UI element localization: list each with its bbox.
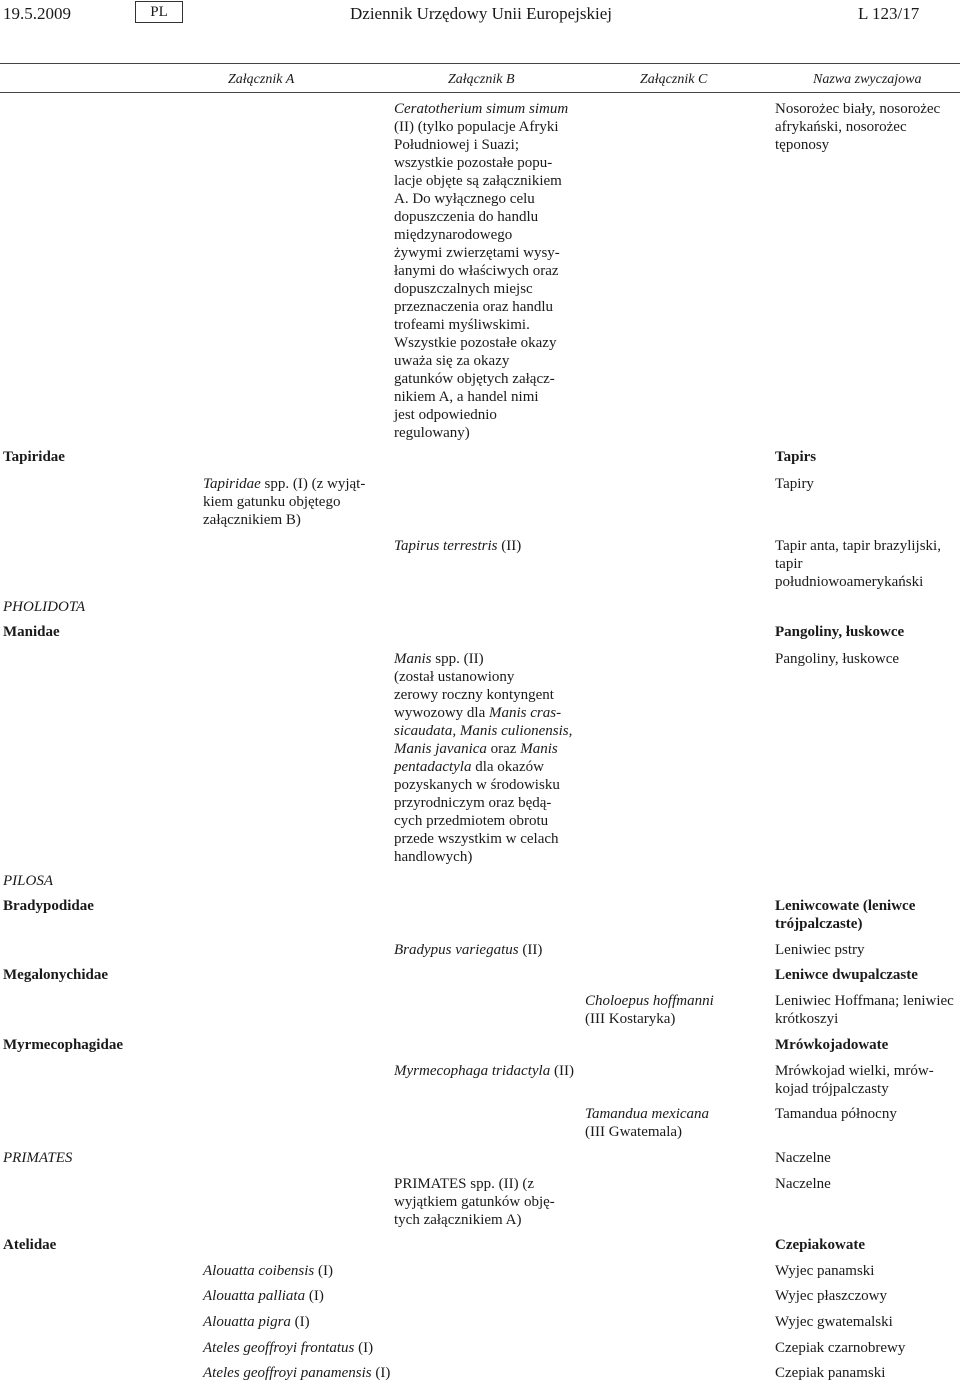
annex-b-entry-line: tych załącznikiem A) bbox=[394, 1212, 522, 1228]
annex-a-entry-line bbox=[203, 475, 365, 493]
annex-b-entry bbox=[394, 941, 542, 959]
annex-b-entry-line: trofeami myśliwskimi. bbox=[394, 317, 530, 333]
common-name: Mrówkojadowate bbox=[775, 1037, 889, 1053]
journal-title: Dziennik Urzędowy Unii Europejskiej bbox=[350, 4, 613, 23]
common-name: Tamandua północny bbox=[775, 1106, 897, 1122]
annex-b-entry-line: międzynarodowego bbox=[394, 227, 513, 243]
listing-code: (II) bbox=[518, 942, 543, 958]
annex-b-entry-line: regulowany) bbox=[394, 425, 470, 441]
common-name: Tapiry bbox=[775, 476, 814, 492]
common-name-line: południowoamerykański bbox=[775, 574, 924, 590]
annex-b-entry-line: gatunków objętych załącz- bbox=[394, 371, 555, 387]
taxon-name: Myrmecophaga tridactyla bbox=[394, 1063, 551, 1079]
common-name: Czepiak czarnobrewy bbox=[775, 1340, 906, 1356]
listing-code: (I) bbox=[354, 1340, 374, 1356]
column-header-annex-b: Załącznik B bbox=[448, 72, 515, 87]
common-name-line: krótkoszyi bbox=[775, 1011, 839, 1027]
annex-b-entry-line: cych przedmiotem obrotu bbox=[394, 813, 549, 829]
common-name: Naczelne bbox=[775, 1176, 831, 1192]
annex-a-entry bbox=[203, 1262, 333, 1280]
common-name: Wyjec płaszczowy bbox=[775, 1288, 887, 1304]
annex-b-entry-line: Wszystkie pozostałe okazy bbox=[394, 335, 557, 351]
annex-b-entry-line: PRIMATES spp. (II) (z bbox=[394, 1176, 534, 1192]
annex-b-entry bbox=[394, 537, 521, 555]
annex-b-entry-line bbox=[394, 758, 544, 776]
annex-b-entry-line: żywymi zwierzętami wysy- bbox=[394, 245, 560, 261]
common-name-line: kojad trójpalczasty bbox=[775, 1081, 889, 1097]
family-name: Myrmecophagidae bbox=[3, 1037, 123, 1053]
common-name: Wyjec panamski bbox=[775, 1263, 875, 1279]
taxon-name: Alouatta coibensis bbox=[203, 1263, 315, 1279]
annex-b-entry-line: nikiem A, a handel nimi bbox=[394, 389, 539, 405]
common-name: Pangoliny, łuskowce bbox=[775, 624, 905, 640]
common-name: Tapirs bbox=[775, 449, 817, 465]
page-number: L 123/17 bbox=[858, 4, 920, 23]
common-name-line: trójpalczaste) bbox=[775, 916, 863, 932]
annex-b-entry-line: (II) (tylko populacje Afryki bbox=[394, 119, 559, 135]
language-badge: PL bbox=[135, 1, 183, 23]
annex-a-entry-line: załącznikiem B) bbox=[203, 512, 301, 528]
annex-b-entry-text: spp. (II) bbox=[431, 651, 484, 667]
annex-a-entry bbox=[203, 1287, 324, 1305]
column-header-common-name: Nazwa zwyczajowa bbox=[813, 72, 922, 87]
common-name: Pangoliny, łuskowce bbox=[775, 651, 900, 667]
annex-b-entry bbox=[394, 1062, 574, 1080]
annex-b-entry-line: przede wszystkim w celach bbox=[394, 831, 559, 847]
taxon-name: Tapiridae bbox=[203, 476, 261, 492]
annex-b-entry-line: zerowy roczny kontyngent bbox=[394, 687, 554, 703]
annex-a-entry-text: spp. (I) (z wyjąt- bbox=[260, 476, 366, 492]
taxon-name: Tapirus terrestris bbox=[394, 538, 498, 554]
issue-date: 19.5.2009 bbox=[3, 4, 71, 23]
page-header bbox=[0, 0, 960, 26]
annex-c-entry-line: Choloepus hoffmanni bbox=[585, 993, 714, 1009]
family-name: Atelidae bbox=[3, 1237, 57, 1253]
annex-b-entry-line: sicaudata, Manis culionensis, bbox=[394, 723, 573, 739]
annex-b-entry-line: przyrodniczym oraz będą- bbox=[394, 795, 552, 811]
common-name-line: Mrówkojad wielki, mrów- bbox=[775, 1063, 934, 1079]
taxon-name: Manis bbox=[520, 741, 558, 757]
common-name: Czepiakowate bbox=[775, 1237, 865, 1253]
common-name: Czepiak panamski bbox=[775, 1365, 886, 1381]
common-name-line: Leniwiec Hoffmana; leniwiec bbox=[775, 993, 954, 1009]
common-name-line: tapir bbox=[775, 556, 803, 572]
annex-b-entry-line bbox=[394, 740, 558, 758]
common-name: Leniwce dwupalczaste bbox=[775, 967, 918, 983]
annex-c-entry-line: (III Kostaryka) bbox=[585, 1011, 676, 1027]
common-name-line: Tapir anta, tapir brazylijski, bbox=[775, 538, 941, 554]
order-name: PILOSA bbox=[3, 873, 53, 889]
family-name: Manidae bbox=[3, 624, 60, 640]
taxon-name: Manis cras- bbox=[488, 705, 562, 721]
listing-code: (I) bbox=[371, 1365, 391, 1381]
annex-b-entry-line: pozyskanych w środowisku bbox=[394, 777, 560, 793]
annex-b-entry-line: dopuszczalnych miejsc bbox=[394, 281, 533, 297]
column-header-annex-c: Załącznik C bbox=[640, 72, 708, 87]
annex-c-entry-line: Tamandua mexicana bbox=[585, 1106, 710, 1122]
listing-code: (I) bbox=[290, 1314, 310, 1330]
annex-c-entry-line: (III Gwatemala) bbox=[585, 1124, 683, 1140]
annex-b-entry-line: A. Do wyłącznego celu bbox=[394, 191, 535, 207]
annex-b-entry-line: dopuszczenia do handlu bbox=[394, 209, 539, 225]
taxon-name: Bradypus variegatus bbox=[394, 942, 519, 958]
annex-b-entry-line: (został ustanowiony bbox=[394, 669, 515, 685]
order-name: PRIMATES bbox=[3, 1150, 73, 1166]
listing-code: (I) bbox=[314, 1263, 333, 1279]
listing-code: (II) bbox=[550, 1063, 574, 1079]
annex-b-entry-line bbox=[394, 704, 561, 722]
annex-b-entry-line: Ceratotherium simum simum bbox=[394, 101, 569, 117]
annex-b-entry-line: uważa się za okazy bbox=[394, 353, 510, 369]
annex-b-entry-text: dla okazów bbox=[471, 759, 544, 775]
annex-b-entry-line: lacje objęte są załącznikiem bbox=[394, 173, 562, 189]
annex-a-entry bbox=[203, 1339, 373, 1357]
taxon-name: Alouatta palliata bbox=[203, 1288, 306, 1304]
taxon-name: Ateles geoffroyi frontatus bbox=[203, 1340, 355, 1356]
annex-b-entry-text: oraz bbox=[486, 741, 521, 757]
annex-b-entry-line: jest odpowiednio bbox=[394, 407, 497, 423]
annex-a-entry bbox=[203, 1364, 390, 1382]
annex-b-entry-line: handlowych) bbox=[394, 849, 473, 865]
annex-b-entry-line: łanymi do właściwych oraz bbox=[394, 263, 559, 279]
taxon-name: Alouatta pigra bbox=[203, 1314, 291, 1330]
listing-code: (I) bbox=[305, 1288, 324, 1304]
common-name: Wyjec gwatemalski bbox=[775, 1314, 893, 1330]
annex-a-entry bbox=[203, 1313, 310, 1331]
annex-b-entry-line: Południowej i Suazi; bbox=[394, 137, 519, 153]
common-name-line: afrykański, nosorożec bbox=[775, 119, 907, 135]
order-name: PHOLIDOTA bbox=[3, 599, 86, 615]
annex-b-entry-line bbox=[394, 650, 484, 668]
taxon-name: Manis javanica bbox=[394, 741, 487, 757]
taxon-name: pentadactyla bbox=[394, 759, 472, 775]
annex-b-entry-line: wszystkie pozostałe popu- bbox=[394, 155, 553, 171]
taxon-name: Manis bbox=[394, 651, 432, 667]
annex-a-entry-line: kiem gatunku objętego bbox=[203, 494, 341, 510]
family-name: Bradypodidae bbox=[3, 898, 94, 914]
table-header-rule bbox=[0, 92, 960, 93]
common-name: Leniwiec pstry bbox=[775, 942, 865, 958]
family-name: Tapiridae bbox=[3, 449, 65, 465]
annex-b-entry-line: przeznaczenia oraz handlu bbox=[394, 299, 554, 315]
column-header-annex-a: Załącznik A bbox=[228, 72, 295, 87]
listing-code: (II) bbox=[497, 538, 522, 554]
common-name: Naczelne bbox=[775, 1150, 831, 1166]
common-name-line: Nosorożec biały, nosorożec bbox=[775, 101, 941, 117]
annex-b-entry-line: wyjątkiem gatunków obję- bbox=[394, 1194, 555, 1210]
table-top-rule bbox=[0, 63, 960, 64]
common-name-line: Leniwcowate (leniwce bbox=[775, 898, 916, 914]
annex-b-entry-text: wywozowy dla bbox=[394, 705, 489, 721]
taxon-name: Ateles geoffroyi panamensis bbox=[203, 1365, 372, 1381]
family-name: Megalonychidae bbox=[3, 967, 108, 983]
common-name-line: tęponosy bbox=[775, 137, 830, 153]
